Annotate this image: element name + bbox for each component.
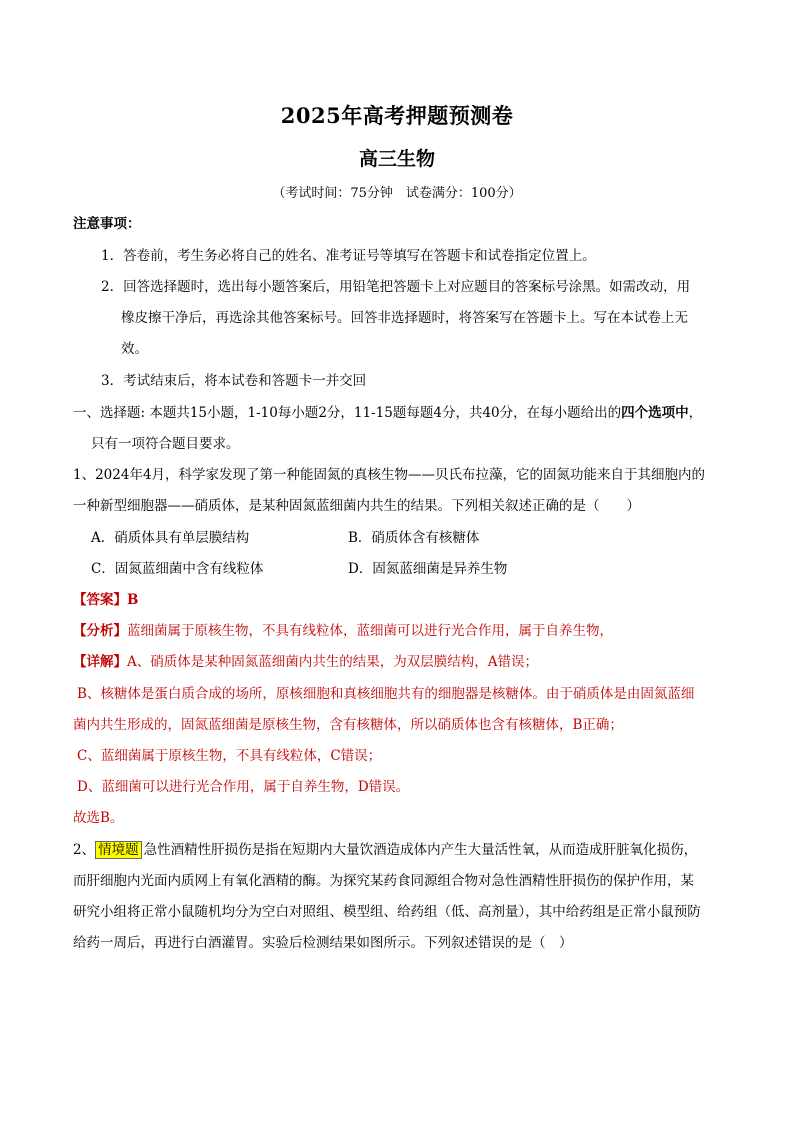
notice-item-1: 1．答卷前，考生务必将自己的姓名、准考证号等填写在答题卡和试卷指定位置上。 [101,248,596,264]
q1-option-b: B．硝质体含有核糖体 [348,530,480,546]
detail-b-line2: 菌内共生形成的，固氮蓝细菌是原核生物，含有核糖体，所以硝质体也含有核糖体，B正确； [73,717,623,733]
q2-stem-line2: 而肝细胞内光面内质网上有氧化酒精的酶。为探究某药食同源组合物对急性酒精性肝损伤的保护作用，某 [73,873,694,889]
q1-stem-line2: 一种新型细胞器——硝质体，是某种固氮蓝细菌内共生的结果。下列相关叙述正确的是（ ） [73,498,640,514]
section-heading-comma: ， [688,405,703,421]
detail-c: C、蓝细菌属于原核生物，不具有线粒体，C错误； [77,748,382,764]
q2-stem-line1 [73,840,697,860]
notice-item-3: 3．考试结束后，将本试卷和答题卡一并交回 [101,373,367,389]
exam-info: （考试时间：75分钟 试卷满分：100分） [272,186,522,201]
q1-conclusion: 故选B。 [73,810,124,826]
page-title: 2025年高考押题预测卷 [280,103,514,128]
q1-option-d: D．固氮蓝细菌是异养生物 [348,561,508,577]
detail-b-line1: B、核糖体是蛋白质合成的场所，原核细胞和真核细胞共有的细胞器是核糖体。由于硝质体是由固氮蓝细 [77,686,695,702]
notice-item-2-end: 效。 [121,341,148,357]
q1-analysis [73,621,613,641]
analysis-label: 【分析】 [73,623,127,639]
q1-answer [73,590,138,610]
section-heading-text: 一、选择题: 本题共15小题，1-10每小题2分，11-15题每题4分，共40分，在每小题给出的 [73,405,622,421]
notice-item-2-cont: 橡皮擦干净后，再选涂其他答案标号。回答非选择题时，将答案写在答题卡上。写在本试卷上无 [121,310,688,326]
section-heading [73,403,702,423]
q1-detail [73,652,538,672]
q1-option-c: C．固氮蓝细菌中含有线粒体 [91,561,264,577]
q2-stem-line3: 研究小组将正常小鼠随机均分为空白对照组、模型组、给药组（低、高剂量），其中给药组是正常小鼠预防 [73,904,701,920]
detail-label: 【详解】 [73,654,127,670]
q2-stem-line4: 给药一周后，再进行白酒灌胃。实验后检测结果如图所示。下列叙述错误的是（ ） [73,935,573,951]
analysis-text: 蓝细菌属于原核生物，不具有线粒体，蓝细菌可以进行光合作用，属于自养生物， [127,623,613,639]
section-heading-cont: 只有一项符合题目要求。 [91,436,240,452]
q2-line1-text: 急性酒精性肝损伤是指在短期内大量饮酒造成体内产生大量活性氧，从而造成肝脏氧化损伤， [143,842,698,858]
answer-label: 【答案】 [73,592,127,608]
detail-a: A、硝质体是某种固氮蓝细菌内共生的结果，为双层膜结构，A错误； [127,654,538,670]
q2-number: 2、 [73,842,96,858]
answer-value: B [127,592,139,608]
page-subtitle: 高三生物 [358,148,435,170]
notice-item-2: 2．回答选择题时，选出每小题答案后，用铅笔把答题卡上对应题目的答案标号涂黑。如需改动，用 [101,279,691,295]
section-heading-emphasis: 四个选项中 [621,405,689,421]
q1-stem-line1: 1、2024年4月，科学家发现了第一种能固氮的真核生物——贝氏布拉藻，它的固氮功能来自于其细胞内的 [73,467,706,483]
detail-d: D、蓝细菌可以进行光合作用，属于自养生物，D错误。 [77,779,410,795]
notice-heading: 注意事项： [73,216,141,232]
scenario-tag: 情境题 [95,841,142,859]
q1-option-a: A．硝质体具有单层膜结构 [91,530,250,546]
